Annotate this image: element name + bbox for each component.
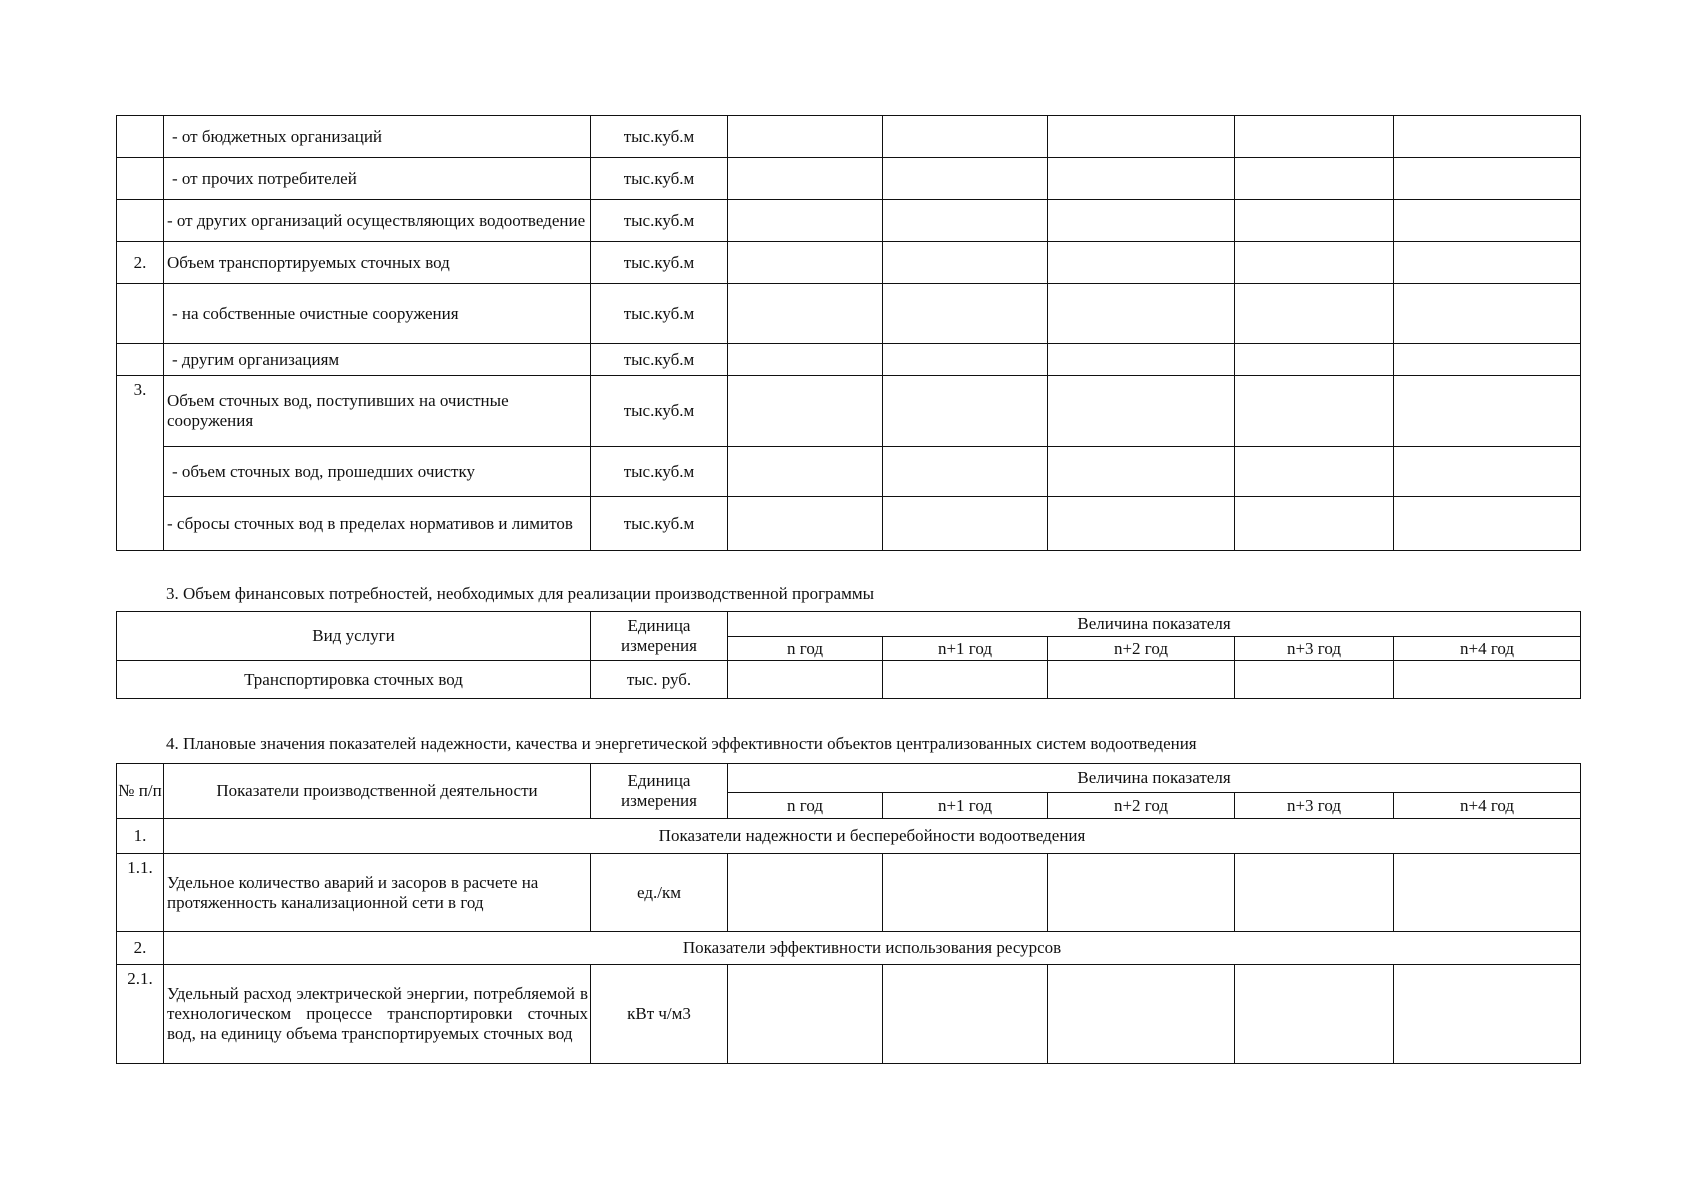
row-indicator: - от других организаций осуществляющих водоотведение xyxy=(164,200,591,242)
row-number xyxy=(117,116,164,158)
value-cell xyxy=(1235,376,1394,447)
col-value-header: Величина показателя xyxy=(728,764,1581,793)
row-number xyxy=(117,200,164,242)
value-cell xyxy=(728,854,883,932)
row-indicator: - другим организациям xyxy=(164,344,591,376)
year-header: n+4 год xyxy=(1394,793,1581,819)
value-cell xyxy=(1048,200,1235,242)
year-header: n+1 год xyxy=(883,637,1048,661)
value-cell xyxy=(1048,447,1235,497)
value-cell xyxy=(883,497,1048,551)
row-indicator: - объем сточных вод, прошедших очистку xyxy=(164,447,591,497)
value-cell xyxy=(1048,158,1235,200)
row-number: 2.1. xyxy=(117,965,164,1064)
row-number xyxy=(117,158,164,200)
row-indicator: - от прочих потребителей xyxy=(164,158,591,200)
value-cell xyxy=(1235,344,1394,376)
row-unit: тыс.куб.м xyxy=(591,116,728,158)
table-row xyxy=(117,661,1581,699)
group-row xyxy=(117,932,1581,965)
col-value-header: Величина показателя xyxy=(728,612,1581,637)
table-row xyxy=(117,116,1581,158)
col-unit-header: Единица измерения xyxy=(591,764,728,819)
header-row xyxy=(117,612,1581,637)
year-header: n+2 год xyxy=(1048,793,1235,819)
row-unit: тыс.куб.м xyxy=(591,376,728,447)
row-indicator: Объем сточных вод, поступивших на очистные сооружения xyxy=(164,376,591,447)
value-cell xyxy=(1394,497,1581,551)
value-cell xyxy=(1048,344,1235,376)
row-number xyxy=(117,284,164,344)
group-title: Показатели эффективности использования ресурсов xyxy=(164,932,1581,965)
table-row xyxy=(117,854,1581,932)
value-cell xyxy=(1394,200,1581,242)
row-number xyxy=(117,344,164,376)
value-cell xyxy=(1048,376,1235,447)
row-indicator: - от бюджетных организаций xyxy=(164,116,591,158)
group-number: 1. xyxy=(117,819,164,854)
row-unit: кВт ч/м3 xyxy=(591,965,728,1064)
row-unit: ед./км xyxy=(591,854,728,932)
value-cell xyxy=(1394,447,1581,497)
value-cell xyxy=(1394,376,1581,447)
row-indicator: - сбросы сточных вод в пределах нормативов и лимитов xyxy=(164,497,591,551)
row-unit: тыс.куб.м xyxy=(591,497,728,551)
value-cell xyxy=(1394,854,1581,932)
group-title: Показатели надежности и бесперебойности водоотведения xyxy=(164,819,1581,854)
row-indicator: Объем транспортируемых сточных вод xyxy=(164,242,591,284)
table-row xyxy=(117,242,1581,284)
value-cell xyxy=(883,242,1048,284)
value-cell xyxy=(728,284,883,344)
col-num-header: № п/п xyxy=(117,764,164,819)
row-service: Транспортировка сточных вод xyxy=(117,661,591,699)
value-cell xyxy=(728,661,883,699)
year-header: n+4 год xyxy=(1394,637,1581,661)
value-cell xyxy=(728,965,883,1064)
value-cell xyxy=(1235,497,1394,551)
group-number: 2. xyxy=(117,932,164,965)
table-row xyxy=(117,284,1581,344)
row-unit: тыс.куб.м xyxy=(591,158,728,200)
value-cell xyxy=(1235,242,1394,284)
table-row xyxy=(117,158,1581,200)
row-indicator: Удельный расход электрической энергии, потребляемой в технологическом процессе транспортировки сточных вод, на единицу объема транспортируемых сточных вод xyxy=(164,965,591,1064)
value-cell xyxy=(883,344,1048,376)
value-cell xyxy=(1394,661,1581,699)
year-header: n год xyxy=(728,637,883,661)
value-cell xyxy=(728,116,883,158)
value-cell xyxy=(1235,158,1394,200)
col-indicator-header: Показатели производственной деятельности xyxy=(164,764,591,819)
row-number: 2. xyxy=(117,242,164,284)
row-indicator: - на собственные очистные сооружения xyxy=(164,284,591,344)
reliability-indicators-table xyxy=(116,763,1581,1064)
value-cell xyxy=(1048,284,1235,344)
volumes-table xyxy=(116,115,1581,551)
table-row xyxy=(117,200,1581,242)
value-cell xyxy=(883,965,1048,1064)
table-row xyxy=(117,344,1581,376)
col-service-header: Вид услуги xyxy=(117,612,591,661)
value-cell xyxy=(1235,200,1394,242)
value-cell xyxy=(728,158,883,200)
value-cell xyxy=(728,497,883,551)
value-cell xyxy=(1048,854,1235,932)
value-cell xyxy=(883,284,1048,344)
value-cell xyxy=(1235,854,1394,932)
row-unit: тыс.куб.м xyxy=(591,284,728,344)
value-cell xyxy=(1394,344,1581,376)
value-cell xyxy=(1394,242,1581,284)
value-cell xyxy=(1048,497,1235,551)
value-cell xyxy=(1048,242,1235,284)
value-cell xyxy=(728,376,883,447)
row-unit: тыс.куб.м xyxy=(591,447,728,497)
value-cell xyxy=(1048,661,1235,699)
table-row xyxy=(117,376,1581,447)
value-cell xyxy=(728,344,883,376)
value-cell xyxy=(728,242,883,284)
section-4-caption: 4. Плановые значения показателей надежности, качества и энергетической эффективности объектов централизованных систем водоотведения xyxy=(166,734,1197,753)
value-cell xyxy=(883,200,1048,242)
table-row xyxy=(117,447,1581,497)
row-unit: тыс. руб. xyxy=(591,661,728,699)
row-number: 1.1. xyxy=(117,854,164,932)
value-cell xyxy=(1235,284,1394,344)
header-row xyxy=(117,764,1581,793)
value-cell xyxy=(883,661,1048,699)
group-row xyxy=(117,819,1581,854)
row-unit: тыс.куб.м xyxy=(591,242,728,284)
value-cell xyxy=(728,200,883,242)
value-cell xyxy=(1394,116,1581,158)
value-cell xyxy=(883,116,1048,158)
row-unit: тыс.куб.м xyxy=(591,344,728,376)
col-unit-header: Единица измерения xyxy=(591,612,728,661)
value-cell xyxy=(883,376,1048,447)
table-row xyxy=(117,497,1581,551)
row-indicator: Удельное количество аварий и засоров в расчете на протяженность канализационной сети в год xyxy=(164,854,591,932)
year-header: n+3 год xyxy=(1235,793,1394,819)
value-cell xyxy=(1235,661,1394,699)
value-cell xyxy=(1394,158,1581,200)
value-cell xyxy=(1048,965,1235,1064)
value-cell xyxy=(1235,965,1394,1064)
value-cell xyxy=(883,447,1048,497)
value-cell xyxy=(728,447,883,497)
year-header: n+3 год xyxy=(1235,637,1394,661)
row-number: 3. xyxy=(117,376,164,551)
value-cell xyxy=(883,158,1048,200)
year-header: n+2 год xyxy=(1048,637,1235,661)
year-header: n год xyxy=(728,793,883,819)
table-row xyxy=(117,965,1581,1064)
value-cell xyxy=(1394,284,1581,344)
financial-needs-table xyxy=(116,611,1581,699)
value-cell xyxy=(883,854,1048,932)
section-3-caption: 3. Объем финансовых потребностей, необходимых для реализации производственной программы xyxy=(166,584,875,603)
value-cell xyxy=(1235,447,1394,497)
value-cell xyxy=(1048,116,1235,158)
value-cell xyxy=(1235,116,1394,158)
value-cell xyxy=(1394,965,1581,1064)
row-unit: тыс.куб.м xyxy=(591,200,728,242)
year-header: n+1 год xyxy=(883,793,1048,819)
